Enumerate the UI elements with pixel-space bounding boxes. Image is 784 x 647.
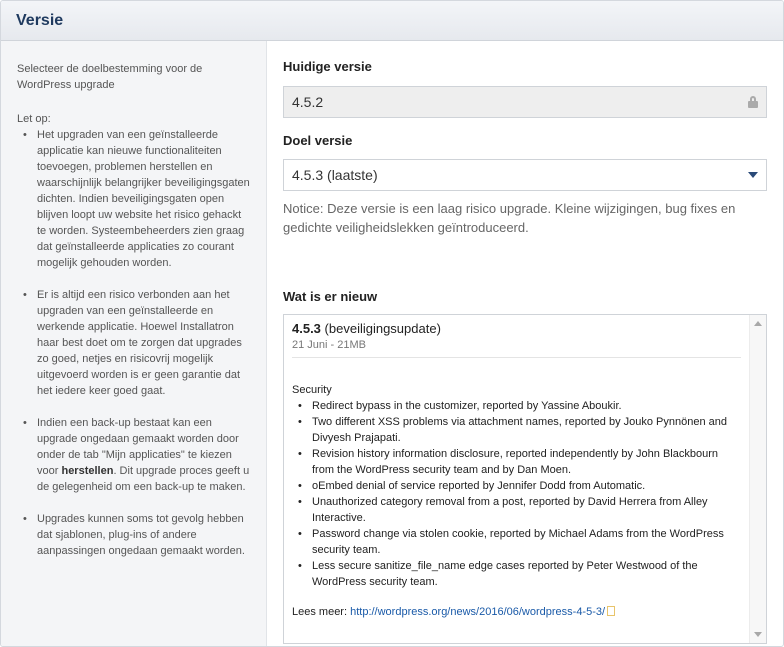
read-more: [292, 604, 741, 620]
panel-header: [1, 1, 783, 41]
lock-icon: [748, 96, 758, 108]
target-version-select[interactable]: [283, 159, 767, 191]
read-more-link[interactable]: http://wordpress.org/news/2016/06/wordpress-4-5-3/: [350, 606, 606, 618]
external-link-icon[interactable]: [607, 606, 615, 616]
read-more-label: Lees meer:: [292, 606, 348, 618]
scroll-down-icon[interactable]: [754, 632, 762, 637]
news-title: [292, 321, 741, 337]
sidebar-item: • Upgrades kunnen soms tot gevolg hebben dat sjablonen, plug-ins of andere aanpassingen ongedaan gemaakt worden.: [23, 511, 250, 559]
current-version-field: [283, 86, 767, 118]
sidebar-item: • Er is altijd een risico verbonden aan het upgraden van een geïnstalleerde en werkende applicatie. Hoewel Installatron haar best doet om te zorgen dat upgrades zo goed, netjes en risicovrij mogelijk uitgevoerd worden is er geen garantie dat het iedere keer goed gaat.: [23, 287, 250, 399]
target-version-value: 4.5.3 (laatste): [292, 167, 378, 183]
news-item: • oEmbed denial of service reported by Jennifer Dodd from Automatic.: [298, 478, 741, 494]
target-version-label: Doel versie: [283, 133, 353, 148]
news-item: • Less secure sanitize_file_name edge cases reported by Peter Westwood of the WordPress security team.: [298, 558, 741, 590]
main-content: [283, 41, 767, 646]
sidebar-item: • Het upgraden van een geïnstalleerde applicatie kan nieuwe functionaliteiten toevoegen, problemen herstellen en waarschijnlijk belangrijker beveiligingsgaten dichten. Indien beveiligingsgaten open blijven loopt uw website het risico gehackt te worden. Systeembeheerders zien graag dat geïnstalleerde applicaties zo courant mogelijk gehouden worden.: [23, 127, 250, 271]
sidebar-item-text: Indien een back-up bestaat kan een upgrade ongedaan gemaakt worden door onder de tab "Mijn applicaties" te kiezen voor: [37, 417, 239, 477]
whats-new-label: Wat is er nieuw: [283, 289, 378, 304]
news-item: • Redirect bypass in the customizer, reported by Yassine Aboukir.: [298, 398, 741, 414]
sidebar-letop: Let op:: [17, 113, 51, 125]
scroll-up-icon[interactable]: [754, 321, 762, 326]
sidebar-item-text: . Dit upgrade proces geeft u de gelegenheid om een back-up te maken.: [37, 465, 250, 493]
news-item: • Unauthorized category removal from a post, reported by David Herrera from Alley Interactive.: [298, 494, 741, 526]
whats-new-box[interactable]: [283, 314, 767, 644]
news-item: • Two different XSS problems via attachment names, reported by Jouko Pynnönen and Divyesh Prajapati.: [298, 414, 741, 446]
current-version-value: 4.5.2: [292, 94, 324, 110]
news-date: 21 Juni - 21MB: [292, 337, 741, 358]
whats-new-content: [284, 315, 749, 643]
help-sidebar: [1, 41, 267, 646]
news-list: [292, 398, 741, 590]
news-scrollbar[interactable]: [749, 315, 766, 643]
news-item: • Password change via stolen cookie, reported by Michael Adams from the WordPress security team.: [298, 526, 741, 558]
upgrade-notice: Notice: Deze versie is een laag risico upgrade. Kleine wijzigingen, bug fixes en gedichte veiligheidslekken geïntroduceerd.: [283, 201, 736, 235]
restore-keyword: herstellen: [61, 465, 114, 477]
news-section-title: Security: [292, 384, 332, 396]
chevron-down-icon: [748, 172, 758, 178]
sidebar-item: [23, 415, 250, 495]
panel-title: Versie: [16, 11, 64, 29]
sidebar-intro: Selecteer de doelbestemming voor de WordPress upgrade: [17, 63, 203, 91]
news-version: 4.5.3: [292, 321, 321, 336]
news-version-note: (beveiligingsupdate): [324, 321, 441, 336]
current-version-label: Huidige versie: [283, 59, 372, 74]
news-item: • Revision history information disclosure, reported independently by John Blackbourn from the WordPress security team and by Dan Moen.: [298, 446, 741, 478]
sidebar-list: [17, 127, 250, 559]
